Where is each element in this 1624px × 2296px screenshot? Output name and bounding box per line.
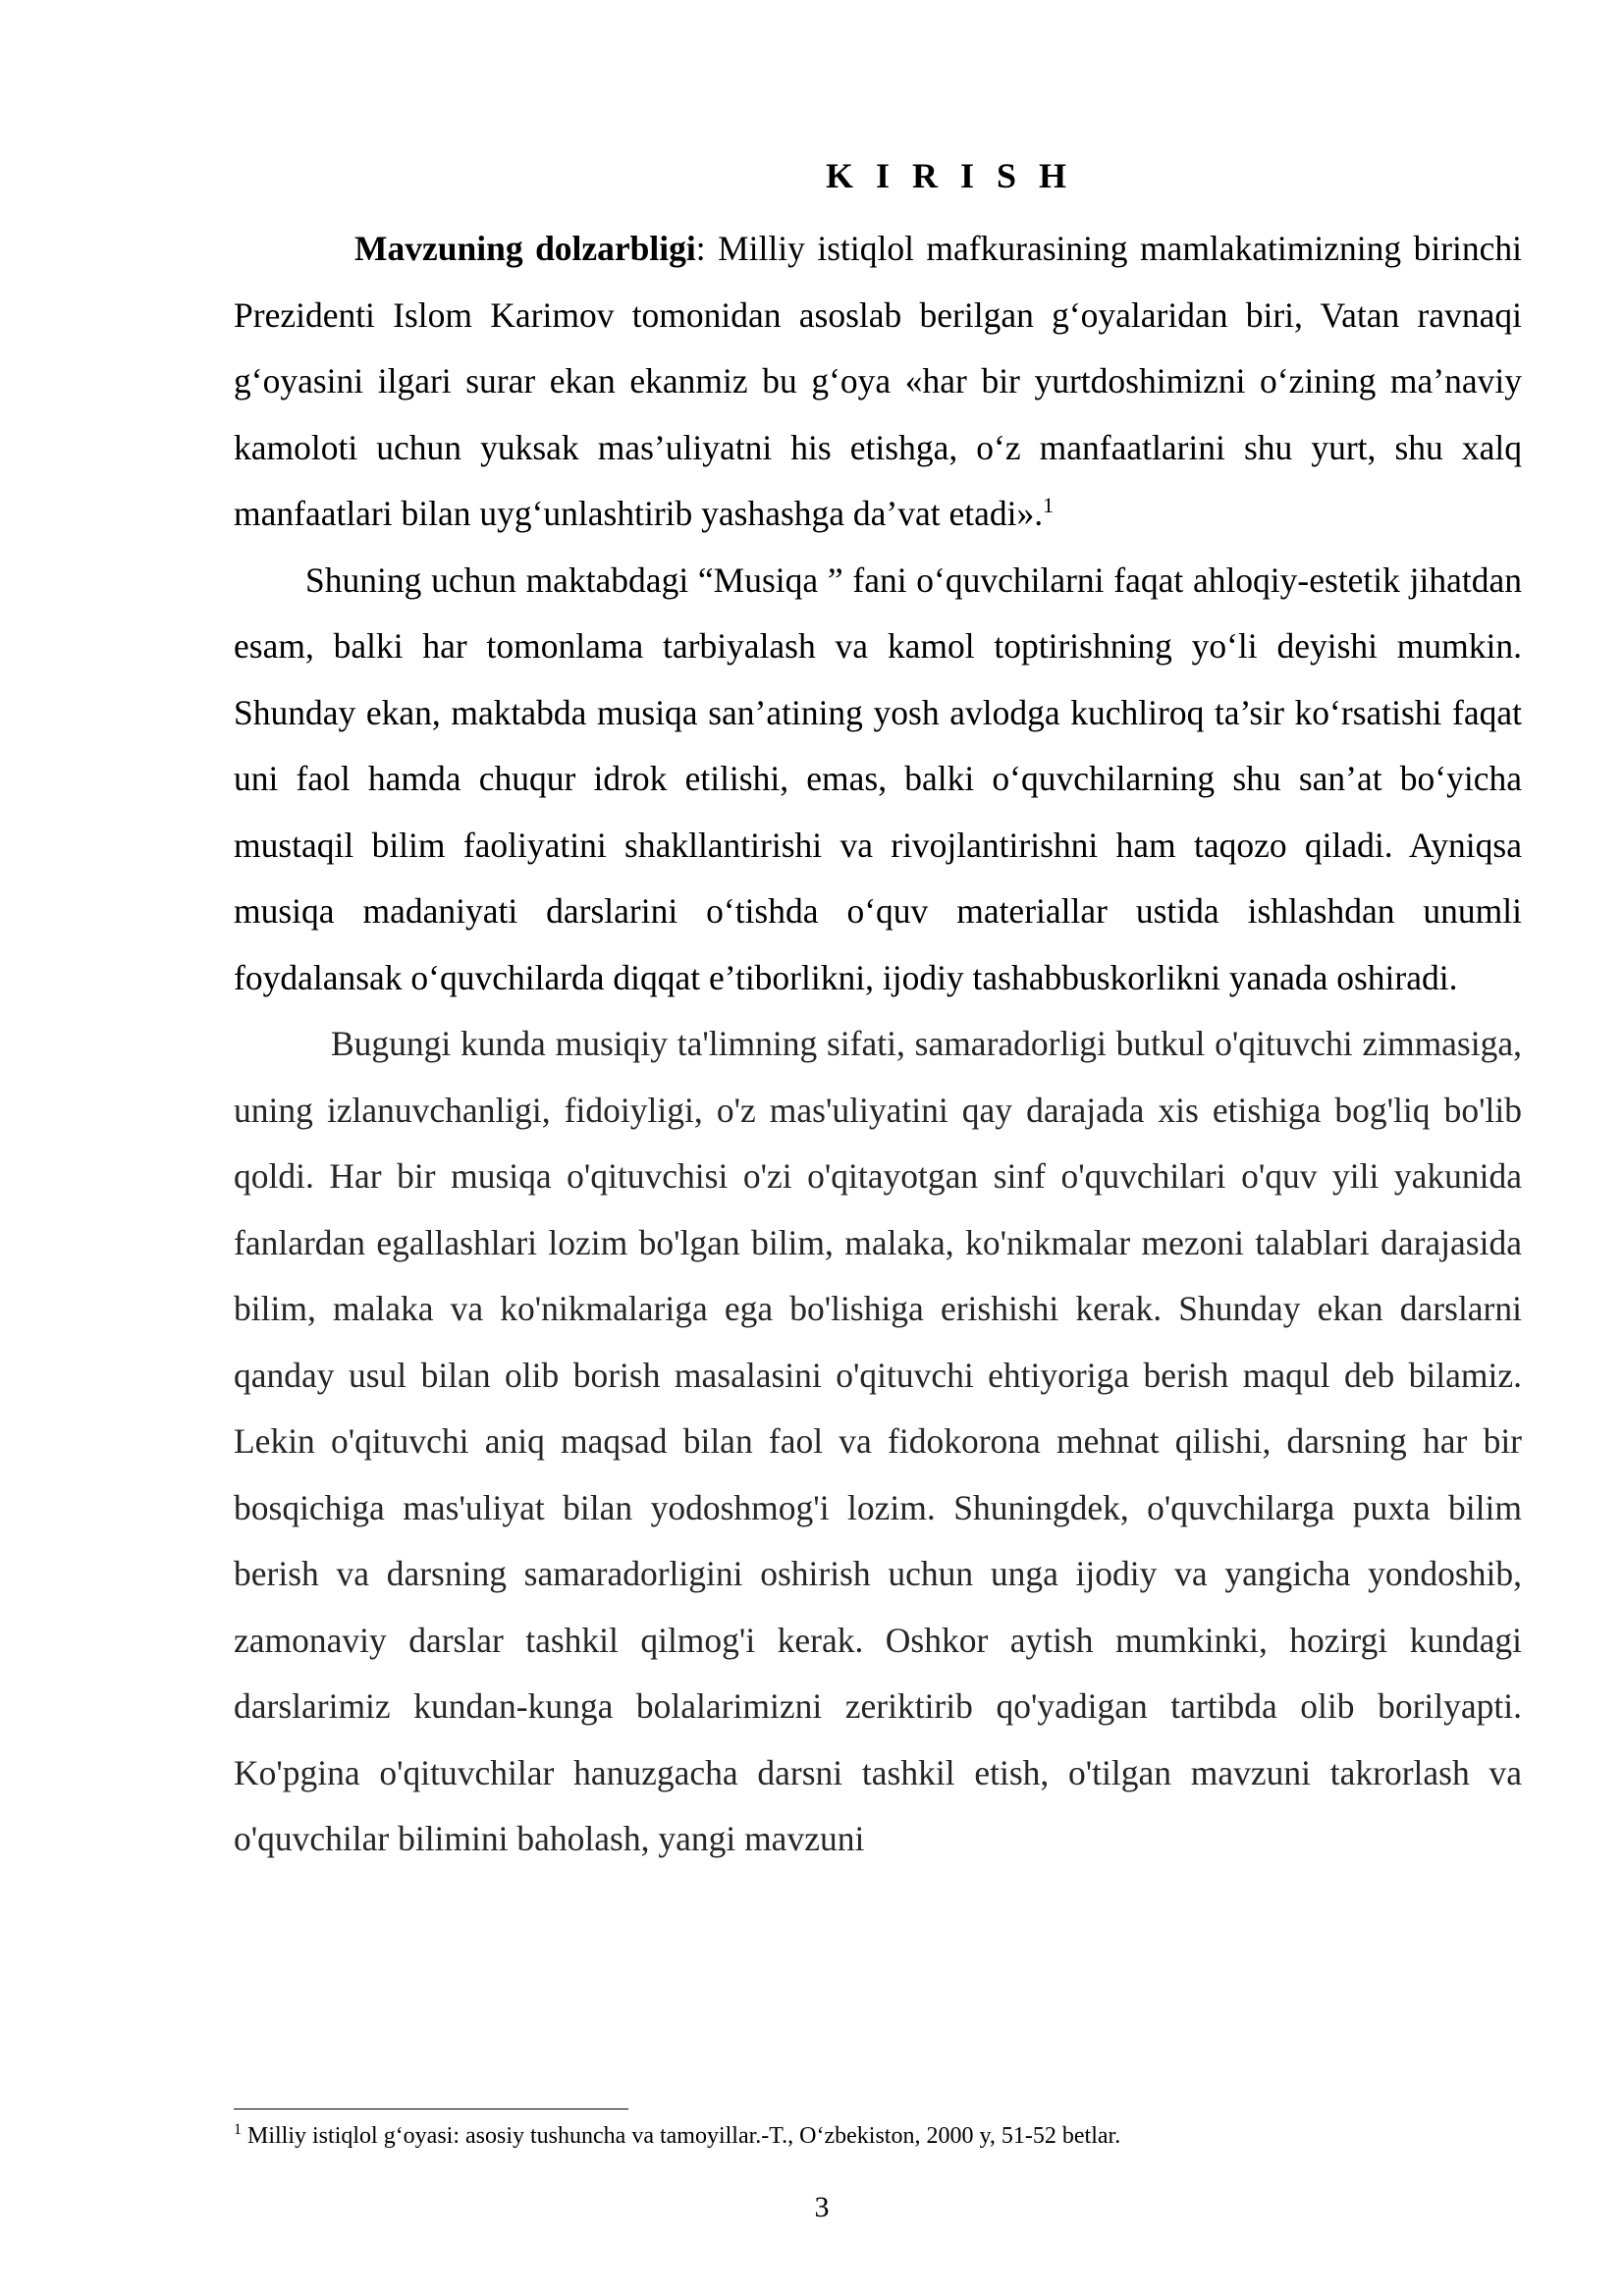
paragraph-music-education: Bugungi kunda musiqiy ta'limning sifati, samaradorligi butkul o'qituvchi zimmasiga, uning izlanuvchanligi, fidoiyligi, o'z mas'uliyatini qay darajada xis etishiga bog'liq bo'lib qoldi. Har bir musiqa o'qituvchisi o'zi o'qitayotgan sinf o'quvchilari o'quv yili yakunida fanlardan egallashlari lozim bo'lgan bilim, malaka, ko'nikmalar mezoni talablari darajasida bilim, malaka va ko'nikmalariga ega bo'lishiga erishishi kerak. Shunday ekan darslarni qanday usul bilan olib borish masalasini o'qituvchi ehtiyoriga berish maqul deb bilamiz. Lekin o'qituvchi aniq maqsad bilan faol va fidokorona mehnat qilishi, darsning har bir bosqichiga mas'uliyat bilan yodoshmog'i lozim. Shuningdek, o'quvchilarga puxta bilim berish va darsning samaradorligini oshirish uchun unga ijodiy va yangicha yondoshib, zamonaviy darslar tashkil qilmog'i kerak. Oshkor aytish mumkinki, hozirgi kundagi darslarimiz kundan-kunga bolalarimizni zeriktirib qo'yadigan tartibda olib borilyapti. Ko'pgina o'qituvchilar hanuzgacha darsni tashkil etish, o'tilgan mavzuni takrorlash va o'quvchilar bilimini baholash, yangi mavzuni (234, 1024, 1522, 1858)
body-text (234, 216, 1522, 1873)
paragraph-music-subject: Shuning uchun maktabdagi “Musiqa ” fani o‘quvchilarni faqat ahloqiy-estetik jihatdan esam, balki har tomonlama tarbiyalash va kamol toptirishning yo‘li deyishi mumkin. Shunday ekan, maktabda musiqa san’atining yosh avlodga kuchliroq ta’sir ko‘rsatishi faqat uni faol hamda chuqur idrok etilishi, emas, balki o‘quvchilarning shu san’at bo‘yicha mustaqil bilim faoliyatini shakllantirishi va rivojlantirishni ham taqozo qiladi. Ayniqsa musiqa madaniyati darslarini o‘tishda o‘quv materiallar ustida ishlashdan unumli foydalansak o‘quvchilarda diqqat e’tiborlikni, ijodiy tashabbuskorlikni yanada oshiradi. (234, 560, 1522, 997)
paragraph-text: : Milliy istiqlol mafkurasining mamlakatimizning birinchi Prezidenti Islom Karimov tomonidan asoslab berilgan g‘oyalaridan biri, Vatan ravnaqi g‘oyasini ilgari surar ekan ekanmiz bu g‘oya «har bir yurtdoshimizni o‘zining ma’naviy kamoloti uchun yuksak mas’uliyatni his etishga, o‘z manfaatlarini shu yurt, shu xalq manfaatlari bilan uyg‘unlashtirib yashashga da’vat etadi». (234, 229, 1523, 533)
footnote (234, 2120, 1522, 2152)
paragraph-lead: Mavzuning dolzarbligi (354, 229, 696, 268)
paragraph-relevance (234, 216, 1522, 548)
page-number: 3 (814, 2191, 830, 2223)
footnote-text: Milliy istiqlol g‘oyasi: asosiy tushuncha va tamoyillar.-T., O‘zbekiston, 2000 y, 51-52 betlar. (242, 2123, 1121, 2149)
footnote-marker: 1 (234, 2121, 242, 2138)
page-title: K I R I S H (825, 156, 1074, 195)
footnote-reference[interactable]: 1 (1043, 493, 1055, 518)
